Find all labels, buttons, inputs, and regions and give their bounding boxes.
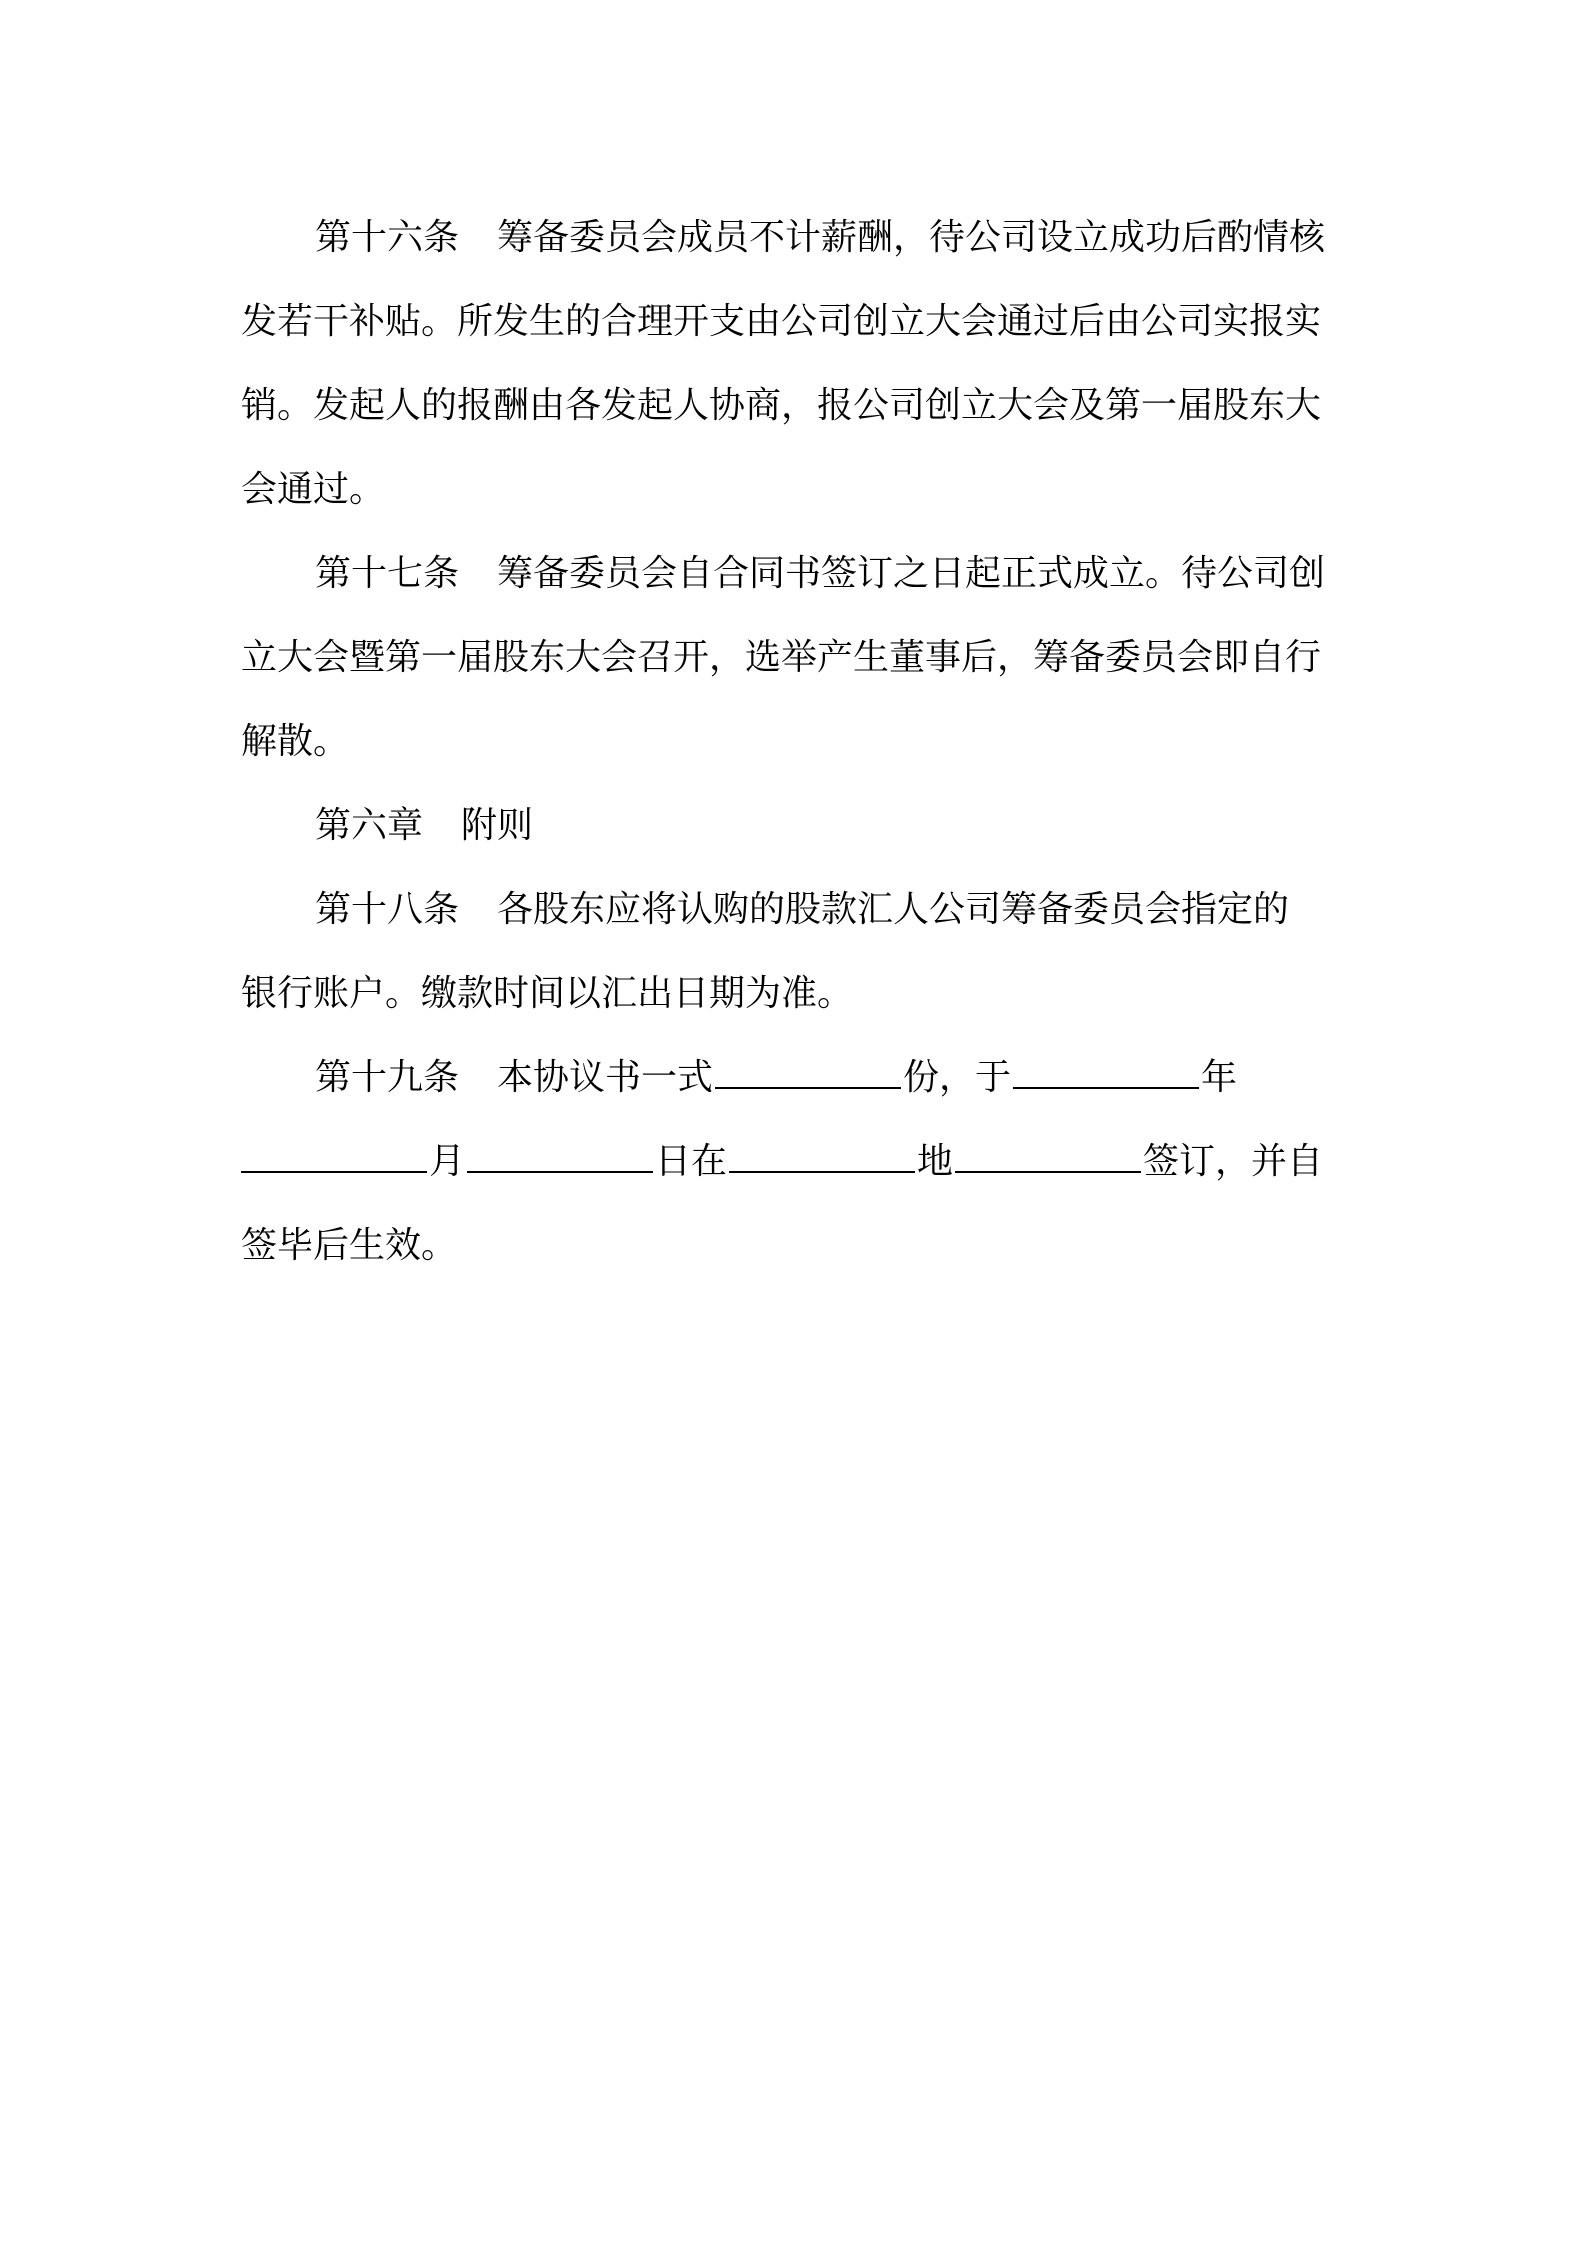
chapter-6-title: 附则 xyxy=(461,805,534,846)
article-18-label: 第十八条 xyxy=(315,889,460,930)
article-18-line-2: 银行账户。缴款时间以汇出日期为准。 xyxy=(241,973,854,1014)
article-19 xyxy=(241,1036,1361,1288)
document-page xyxy=(241,196,1361,1288)
copies-blank-field[interactable] xyxy=(715,1057,901,1089)
chapter-6-heading xyxy=(241,784,1361,868)
article-19-text-g: 签订，并自 xyxy=(1143,1141,1324,1182)
article-19-text-a: 本协议书一式 xyxy=(497,1057,714,1098)
day-blank-field[interactable] xyxy=(467,1141,653,1173)
article-17-line-3: 解散。 xyxy=(241,721,350,762)
article-17 xyxy=(241,532,1361,784)
article-16-line-4: 会通过。 xyxy=(241,469,386,510)
month-blank-field[interactable] xyxy=(241,1141,427,1173)
article-16 xyxy=(241,196,1361,532)
article-19-text-e: 日在 xyxy=(655,1141,728,1182)
article-17-label: 第十七条 xyxy=(315,553,460,594)
article-16-label: 第十六条 xyxy=(315,217,460,258)
article-19-text-c: 年 xyxy=(1201,1057,1238,1098)
location-detail-blank-field[interactable] xyxy=(955,1141,1141,1173)
article-17-line-2: 立大会暨第一届股东大会召开，选举产生董事后，筹备委员会即自行 xyxy=(241,637,1322,678)
article-18 xyxy=(241,868,1361,1036)
chapter-6-label: 第六章 xyxy=(315,805,424,846)
article-19-text-b: 份，于 xyxy=(903,1057,1012,1098)
place-blank-field[interactable] xyxy=(729,1141,915,1173)
article-16-line-1: 筹备委员会成员不计薪酬，待公司设立成功后酌情核 xyxy=(497,217,1326,258)
article-18-line-1: 各股东应将认购的股款汇人公司筹备委员会指定的 xyxy=(497,889,1290,930)
article-19-text-d: 月 xyxy=(429,1141,466,1182)
article-19-label: 第十九条 xyxy=(315,1057,460,1098)
year-blank-field[interactable] xyxy=(1013,1057,1199,1089)
article-16-line-2: 发若干补贴。所发生的合理开支由公司创立大会通过后由公司实报实 xyxy=(241,301,1322,342)
article-19-text-h: 签毕后生效。 xyxy=(241,1225,458,1266)
article-17-line-1: 筹备委员会自合同书签订之日起正式成立。待公司创 xyxy=(497,553,1326,594)
article-19-text-f: 地 xyxy=(917,1141,954,1182)
article-16-line-3: 销。发起人的报酬由各发起人协商，报公司创立大会及第一届股东大 xyxy=(241,385,1322,426)
